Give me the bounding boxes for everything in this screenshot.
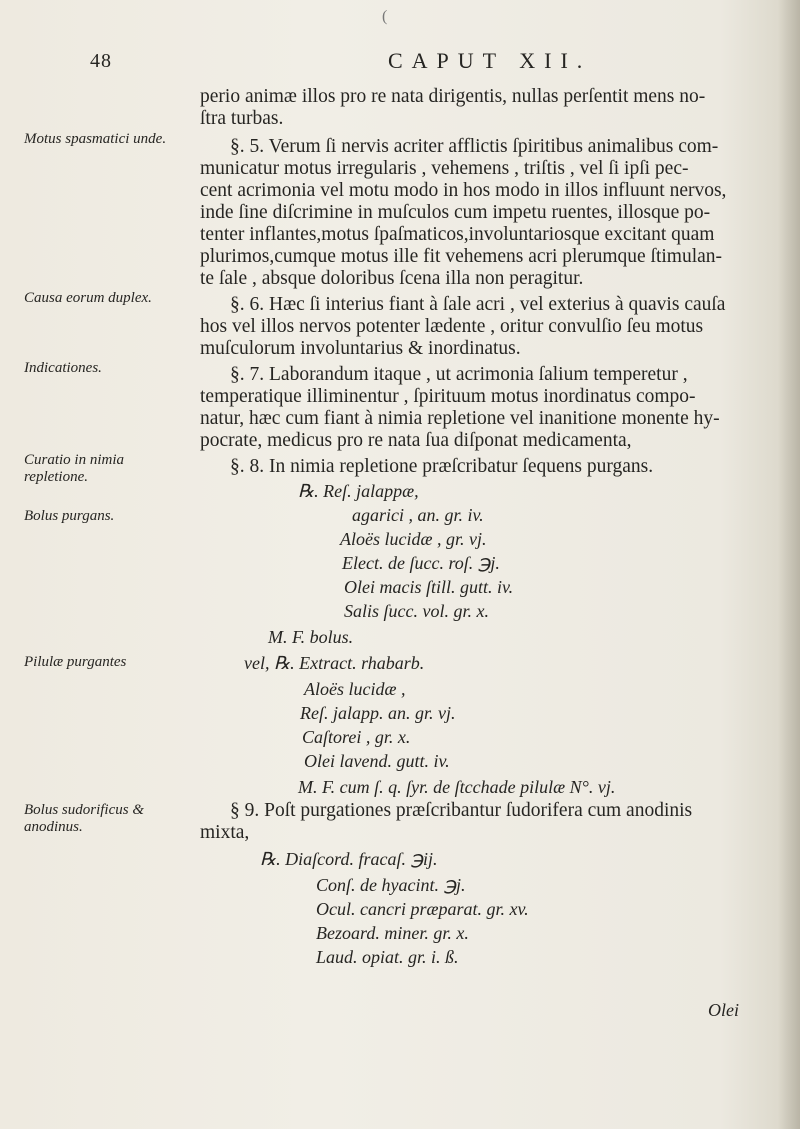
margin-note: Bolus sudorificus & anodinus. — [24, 802, 145, 835]
margin-note: Motus spasmatici unde. — [24, 131, 167, 147]
recipe-line: Salis ſucc. vol. gr. x. — [344, 601, 489, 621]
recipe-line: Elect. de ſucc. roſ. ℈j. — [342, 553, 500, 573]
text-line: hos vel illos nervos potenter lædente , oritur convulſio ſeu motus — [200, 316, 704, 337]
text-line: §. 8. In nimia repletione præſcribatur ſequens purgans. — [230, 456, 654, 477]
recipe-line: agarici , an. gr. iv. — [352, 505, 484, 525]
margin-note: Pilulæ purgantes — [24, 654, 127, 670]
top-mark: ( — [382, 8, 388, 25]
text-line: §. 6. Hæc ſi interius fiant à ſale acri , vel exterius à quavis cauſa — [230, 294, 726, 315]
recipe-line: Aloës lucidæ , gr. vj. — [340, 529, 487, 549]
recipe-line: vel, ℞. Extract. rhabarb. — [244, 653, 425, 673]
recipe-line: Olei macis ſtill. gutt. iv. — [344, 577, 514, 597]
margin-note: Bolus purgans. — [24, 508, 115, 524]
text-line: inde ſine diſcrimine in muſculos cum impetu ruentes, illosque po- — [200, 202, 711, 223]
recipe-line: Laud. opiat. gr. i. ß. — [316, 947, 459, 967]
text-line: perio animæ illos pro re nata dirigentis, nullas perſentit mens no- — [200, 86, 706, 107]
text-line: §. 5. Verum ſi nervis acriter afflictis ſpiritibus animalibus com- — [230, 136, 719, 157]
recipe-line: Caſtorei , gr. x. — [302, 727, 411, 747]
text-line: temperatique illiminentur , ſpirituum motus inordinatus compo- — [200, 386, 696, 407]
text-line: pocrate, medicus pro re nata ſua diſponat medicamenta, — [200, 430, 632, 451]
text-line: § 9. Poſt purgationes præſcribantur ſudorifera cum anodinis — [230, 800, 693, 821]
page-edge-shadow — [778, 0, 800, 1129]
recipe-line: Olei lavend. gutt. iv. — [304, 751, 450, 771]
margin-note: Curatio in nimia repletione. — [24, 452, 125, 485]
text-line: ſtra turbas. — [200, 108, 284, 129]
running-head: CAPUT XII. — [388, 48, 592, 73]
text-line: te ſale , absque doloribus ſcena illa non peragitur. — [200, 268, 584, 289]
catchword: Olei — [708, 1000, 739, 1020]
recipe-line: ℞. Diaſcord. fracaſ. ℈ij. — [260, 849, 438, 869]
text-line: tenter inflantes,motus ſpaſmaticos,involuntariosque excitant quam — [200, 224, 715, 245]
recipe-line: ℞. Reſ. jalappæ, — [298, 481, 419, 501]
text-line: municatur motus irregularis , vehemens , triſtis , vel ſi ipſi pec- — [200, 158, 689, 179]
recipe-line: Conſ. de hyacint. ℈j. — [316, 875, 466, 895]
text-line: cent acrimonia vel motu modo in hos modo in illos influunt nervos, — [200, 180, 727, 201]
recipe-line: M. F. bolus. — [268, 627, 354, 647]
text-line: plurimos,cumque motus ille fit vehemens acri plerumque ſtimulan- — [200, 246, 723, 267]
recipe-line: M. F. cum ſ. q. ſyr. de ſtcchade pilulæ N°. vj. — [298, 777, 616, 797]
margin-note: Indicationes. — [24, 360, 102, 376]
text-line: muſculorum involuntarius & inordinatus. — [200, 338, 521, 359]
recipe-line: Ocul. cancri præparat. gr. xv. — [316, 899, 529, 919]
text-line: §. 7. Laborandum itaque , ut acrimonia ſalium temperetur , — [230, 364, 688, 385]
recipe-line: Aloës lucidæ , — [304, 679, 406, 699]
recipe-line: Reſ. jalapp. an. gr. vj. — [300, 703, 456, 723]
page-number: 48 — [90, 50, 112, 72]
recipe-line: Bezoard. miner. gr. x. — [316, 923, 469, 943]
text-line: natur, hæc cum fiant à nimia repletione vel inanitione monente hy- — [200, 408, 720, 429]
margin-note: Causa eorum duplex. — [24, 290, 152, 306]
text-line: mixta, — [200, 822, 250, 843]
